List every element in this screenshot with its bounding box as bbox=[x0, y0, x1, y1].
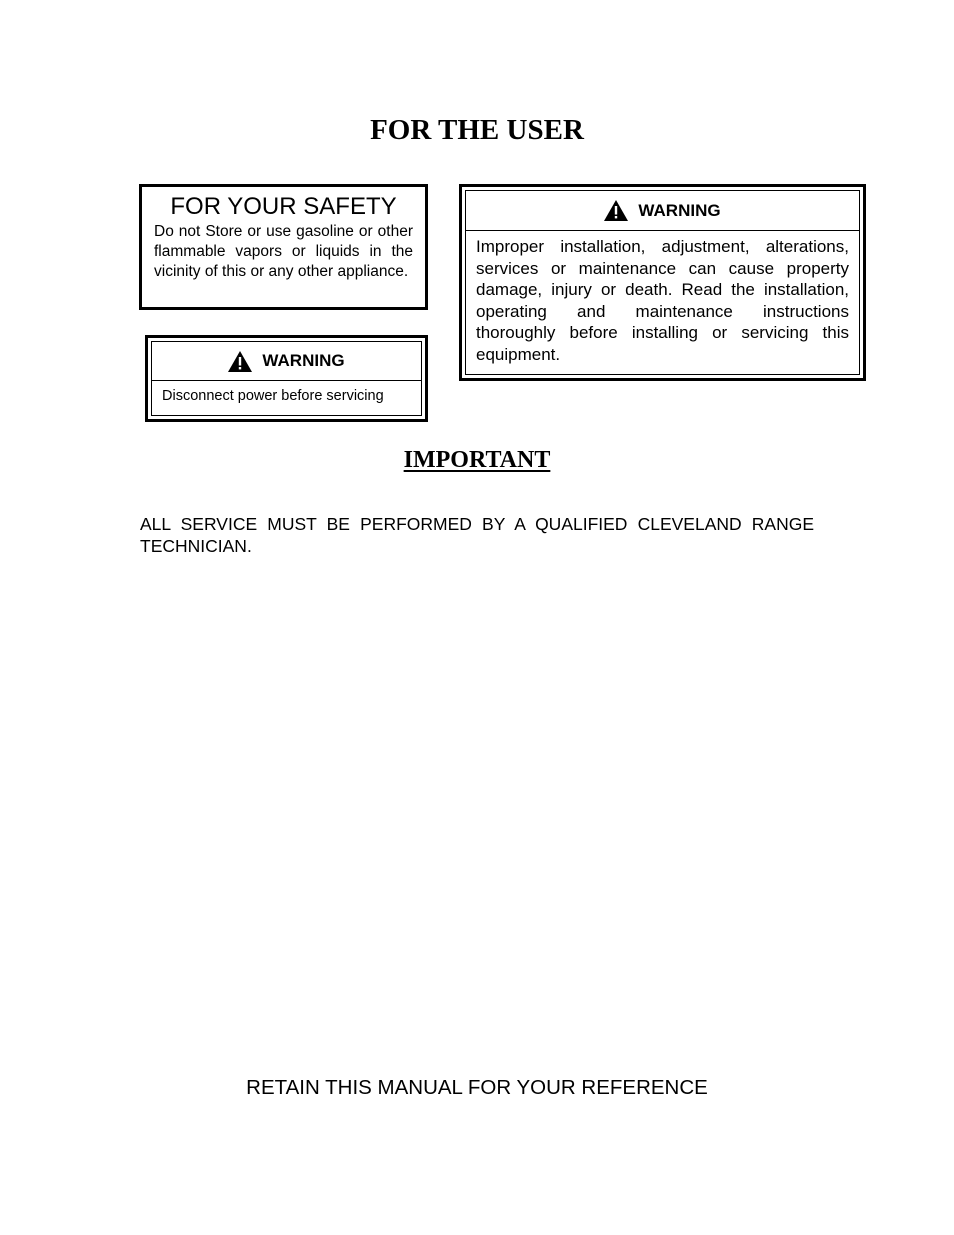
retain-manual-note: RETAIN THIS MANUAL FOR YOUR REFERENCE bbox=[246, 1076, 708, 1099]
warning-label-small: WARNING bbox=[262, 351, 345, 370]
warning-text-small: Disconnect power before servicing bbox=[162, 388, 384, 404]
warning-triangle-icon bbox=[228, 351, 252, 372]
warning-triangle-icon bbox=[604, 200, 628, 221]
warning-header-large bbox=[466, 191, 859, 231]
warning-text-large: Improper installation, adjustment, alterations, services or maintenance can cause property damage, injury or death. Read the installation, operating and maintenance instructions thoroughly before installing or servicing this equipment. bbox=[476, 237, 849, 364]
warning-header-small bbox=[152, 342, 421, 381]
page-title: FOR THE USER bbox=[370, 114, 584, 146]
warning-box-large-inner bbox=[465, 190, 860, 375]
safety-title: FOR YOUR SAFETY bbox=[170, 193, 397, 220]
important-heading bbox=[0, 445, 954, 475]
safety-text: Do not Store or use gasoline or other flammable vapors or liquids in the vicinity of this or any other appliance. bbox=[154, 223, 413, 280]
service-note: ALL SERVICE MUST BE PERFORMED BY A QUALIFIED CLEVELAND RANGE TECHNICIAN. bbox=[140, 514, 814, 556]
safety-box bbox=[139, 184, 428, 310]
warning-label-large: WARNING bbox=[638, 200, 721, 220]
warning-box-large bbox=[459, 184, 866, 381]
important-heading-text: IMPORTANT bbox=[403, 447, 551, 473]
warning-box-small bbox=[145, 335, 428, 422]
warning-box-small-inner bbox=[151, 341, 422, 416]
